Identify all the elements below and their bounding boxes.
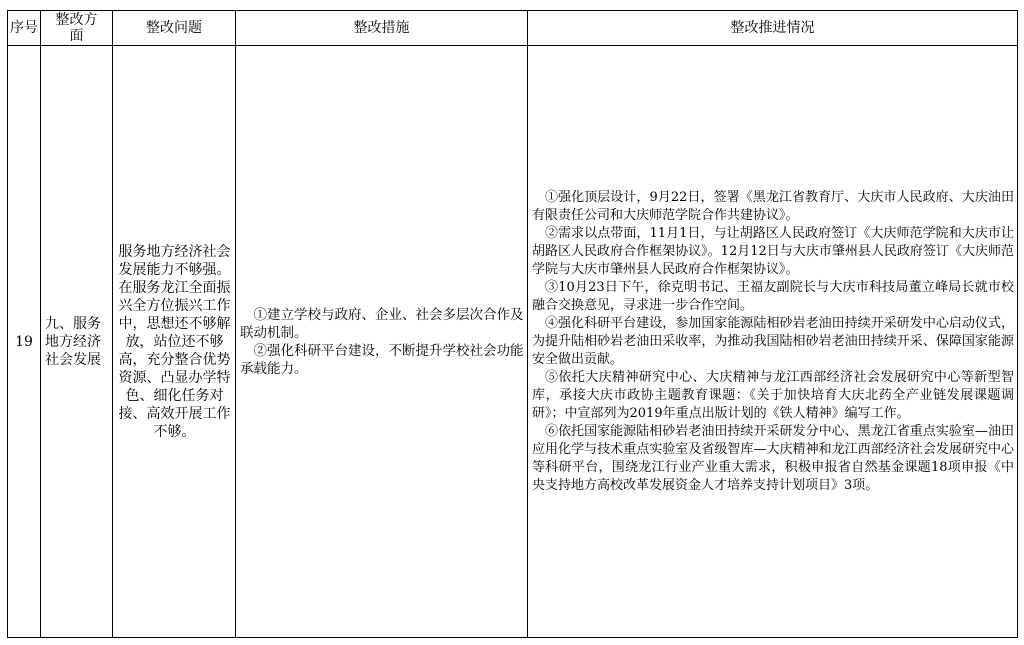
measure-item: ①建立学校与政府、企业、社会多层次合作及联动机制。 xyxy=(240,306,524,341)
row-number: 19 xyxy=(8,46,41,638)
header-num: 序号 xyxy=(8,11,41,46)
row-problem: 服务地方经济社会发展能力不够强。在服务龙江全面振兴全方位振兴工作中，思想还不够解放，站位还不够高，充分整合优势资源、凸显办学特色、细化任务对接、高效开展工作不够。 xyxy=(113,46,236,638)
table-row xyxy=(8,46,1018,638)
measure-item: ②强化科研平台建设，不断提升学校社会功能承载能力。 xyxy=(240,342,524,377)
header-row xyxy=(8,11,1018,46)
progress-item: ④强化科研平台建设，参加国家能源陆相砂岩老油田持续开采研发中心启动仪式，为提升陆相砂岩老油田采收率，为推动我国陆相砂岩老油田持续开采、保障国家能源安全做出贡献。 xyxy=(532,315,1014,367)
row-progress xyxy=(528,46,1018,638)
progress-item: ⑥依托国家能源陆相砂岩老油田持续开采研发分中心、黑龙江省重点实验室—油田应用化学与技术重点实验室及省级智库—大庆精神和龙江西部经济社会发展研究中心等科研平台，围绕龙江行业产业重大需求，积极申报省自然基金课题18项申报《中央支持地方高校改革发展资金人才培养支持计划项目》3项。 xyxy=(532,423,1014,493)
progress-item: ⑤依托大庆精神研究中心、大庆精神与龙江西部经济社会发展研究中心等新型智库，承接大庆市政协主题教育课题：《关于加快培育大庆北药全产业链发展课题调研》；中宣部列为2019年重点出版计划的《铁人精神》编写工作。 xyxy=(532,369,1014,421)
header-problem: 整改问题 xyxy=(113,11,236,46)
progress-item: ①强化顶层设计，9月22日，签署《黑龙江省教育厅、大庆市人民政府、大庆油田有限责任公司和大庆师范学院合作共建协议》。 xyxy=(532,189,1014,223)
header-aspect: 整改方面 xyxy=(41,11,113,46)
header-progress: 整改推进情况 xyxy=(528,11,1018,46)
progress-item: ②需求以点带面，11月1日，与让胡路区人民政府签订《大庆师范学院和大庆市让胡路区人民政府合作框架协议》。12月12日与大庆市肇州县人民政府签订《大庆师范学院与大庆市肇州县人民政府合作框架协议》。 xyxy=(532,225,1014,277)
rectification-table xyxy=(7,10,1018,638)
header-measure: 整改措施 xyxy=(236,11,528,46)
progress-item: ③10月23日下午，徐克明书记、王福友副院长与大庆市科技局董立峰局长就市校融合交换意见，寻求进一步合作空间。 xyxy=(532,279,1014,313)
row-measures xyxy=(236,46,528,638)
row-aspect: 九、服务地方经济社会发展 xyxy=(41,46,113,638)
